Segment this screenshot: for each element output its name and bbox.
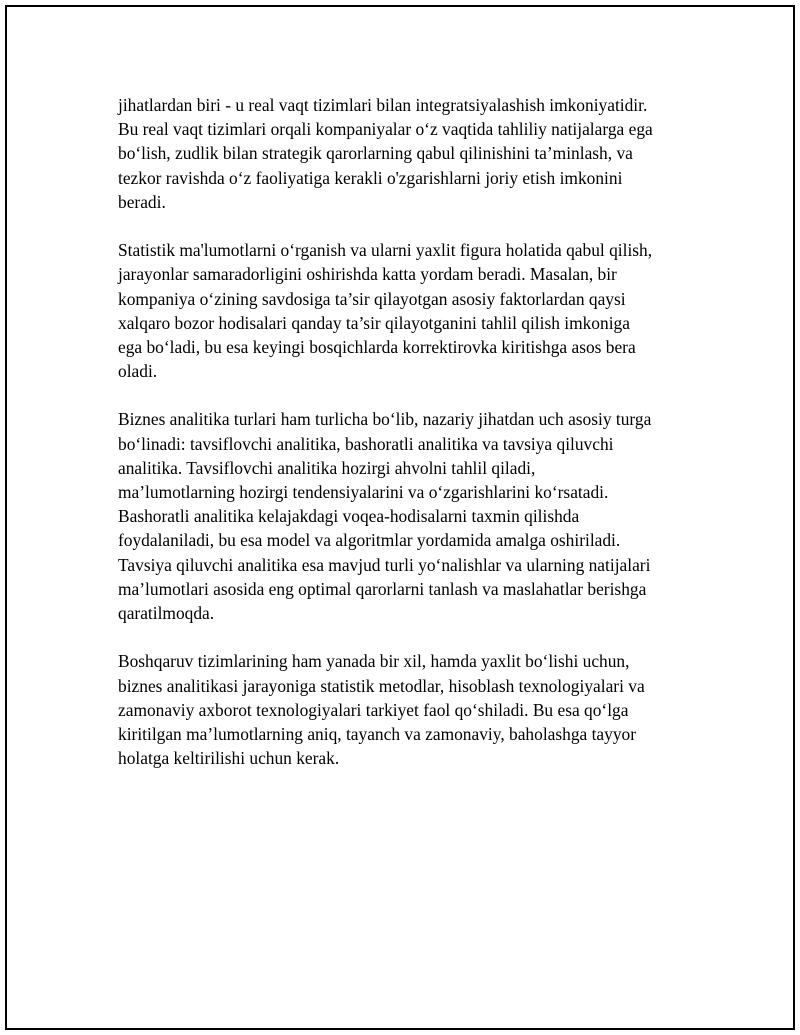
text-line: Boshqaruv tizimlarining ham yanada bir xil, hamda yaxlit bo‘lishi uchun, [118,651,630,672]
text-line: tezkor ravishda o‘z faoliyatiga kerakli o'zgarishlarni joriy etish imkonini [118,167,623,188]
paragraph-1 [118,93,698,214]
text-line: qaratilmoqda. [118,602,215,623]
document-body [118,93,698,794]
text-line: oladi. [118,361,158,382]
text-line: jihatlardan biri - u real vaqt tizimlari bilan integratsiyalashish imkoniyatidir. [118,95,648,115]
text-line: zamonaviy axborot texnologiyalari tarkiyet faol qo‘shiladi. Bu esa qo‘lga [118,699,629,720]
text-line: analitika. Tavsiflovchi analitika hozirgi ahvolni tahlil qiladi, [118,457,536,478]
text-line: beradi. [118,191,166,212]
text-line: xalqaro bozor hodisalari qanday ta’sir qilayotganini tahlil qilish imkoniga [118,312,630,333]
text-line: foydalaniladi, bu esa model va algoritmlar yordamida amalga oshiriladi. [118,530,621,551]
text-line: Bashoratli analitika kelajakdagi voqea-hodisalarni taxmin qilishda [118,506,580,527]
text-line: Bu real vaqt tizimlari orqali kompaniyalar o‘z vaqtida tahliliy natijalarga ega [118,119,653,140]
text-line: kompaniya o‘zining savdosiga ta’sir qilayotgan asosiy faktorlardan qaysi [118,288,626,309]
text-line: ega bo‘ladi, bu esa keyingi bosqichlarda korrektirovka kiritishga asos bera [118,336,636,357]
text-line: biznes analitikasi jarayoniga statistik metodlar, hisoblash texnologiyalari va [118,675,645,696]
text-line: ma’lumotlari asosida eng optimal qarorlarni tanlash va maslahatlar berishga [118,578,647,599]
text-line: Biznes analitika turlari ham turlicha bo‘lib, nazariy jihatdan uch asosiy turga [118,409,652,430]
text-line: jarayonlar samaradorligini oshirishda katta yordam beradi. Masalan, bir [118,264,617,285]
text-line: holatga keltirilishi uchun kerak. [118,748,340,769]
text-line: ma’lumotlarning hozirgi tendensiyalarini va o‘zgarishlarini ko‘rsatadi. [118,482,609,502]
paragraph-4 [118,649,698,770]
text-line: Statistik ma'lumotlarni o‘rganish va ularni yaxlit figura holatida qabul qilish, [118,240,653,261]
paragraph-3 [118,407,698,625]
text-line: bo‘linadi: tavsiflovchi analitika, bashoratli analitika va tavsiya qiluvchi [118,433,614,454]
text-line: kiritilgan ma’lumotlarning aniq, tayanch va zamonaviy, baholashga tayyor [118,723,637,744]
text-line: Tavsiya qiluvchi analitika esa mavjud turli yo‘nalishlar va ularning natijalari [118,554,651,575]
paragraph-2 [118,238,698,383]
text-line: bo‘lish, zudlik bilan strategik qarorlarning qabul qilinishini ta’minlash, va [118,143,633,164]
